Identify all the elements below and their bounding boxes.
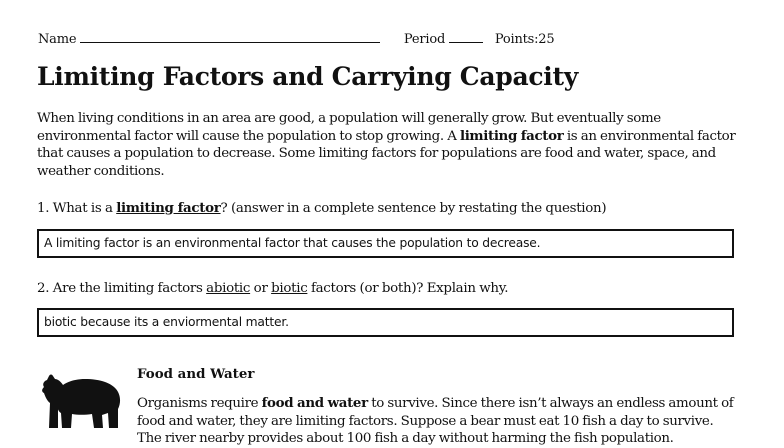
section-text <box>137 395 737 448</box>
question-2-term-biotic: biotic <box>271 281 308 296</box>
period-label: Period <box>403 32 446 47</box>
question-1 <box>37 200 606 216</box>
question-1-prefix: What is a <box>49 201 117 216</box>
question-2-prefix: Are the limiting factors <box>49 281 207 296</box>
answer-1-field[interactable]: A limiting factor is an environmental factor that causes the population to decrease. <box>37 229 734 258</box>
question-1-suffix: ? (answer in a complete sentence by restating the question) <box>220 201 607 216</box>
section-text-1: Organisms require <box>137 396 262 411</box>
question-2-term-abiotic: abiotic <box>206 281 251 296</box>
bear-icon <box>40 373 122 431</box>
question-1-number: 1. <box>37 201 50 216</box>
intro-text-2: is an environmental factor that causes a population to decrease. Some limiting factors for populations are food and water, space, and weather conditions. <box>37 128 736 179</box>
intro-paragraph <box>37 110 752 180</box>
question-1-term: limiting factor <box>116 200 221 216</box>
page-title: Limiting Factors and Carrying Capacity <box>37 62 578 91</box>
question-2-suffix: factors (or both)? Explain why. <box>307 281 509 296</box>
header-line <box>38 30 554 47</box>
answer-2-field[interactable]: biotic because its a enviormental matter. <box>37 308 734 337</box>
period-blank[interactable] <box>449 30 483 43</box>
name-label: Name <box>38 32 77 47</box>
question-2-number: 2. <box>37 281 50 296</box>
name-blank[interactable] <box>80 30 380 43</box>
points-label: Points:25 <box>494 32 555 47</box>
section-title: Food and Water <box>137 366 255 382</box>
section-term: food and water <box>261 395 368 411</box>
question-2 <box>37 281 508 296</box>
intro-text-1: When living conditions in an area are good, a population will generally grow. But eventually some environmental factor will cause the population to stop growing. A <box>37 111 661 144</box>
question-2-middle: or <box>250 281 272 296</box>
intro-term: limiting factor <box>459 127 564 144</box>
section-text-2: to survive. Since there isn’t always an endless amount of food and water, they are limiting factors. Suppose a bear must eat 10 fish a day to survive. The river nearby provides about 100 fish a day without harming the fish population. <box>137 396 734 446</box>
